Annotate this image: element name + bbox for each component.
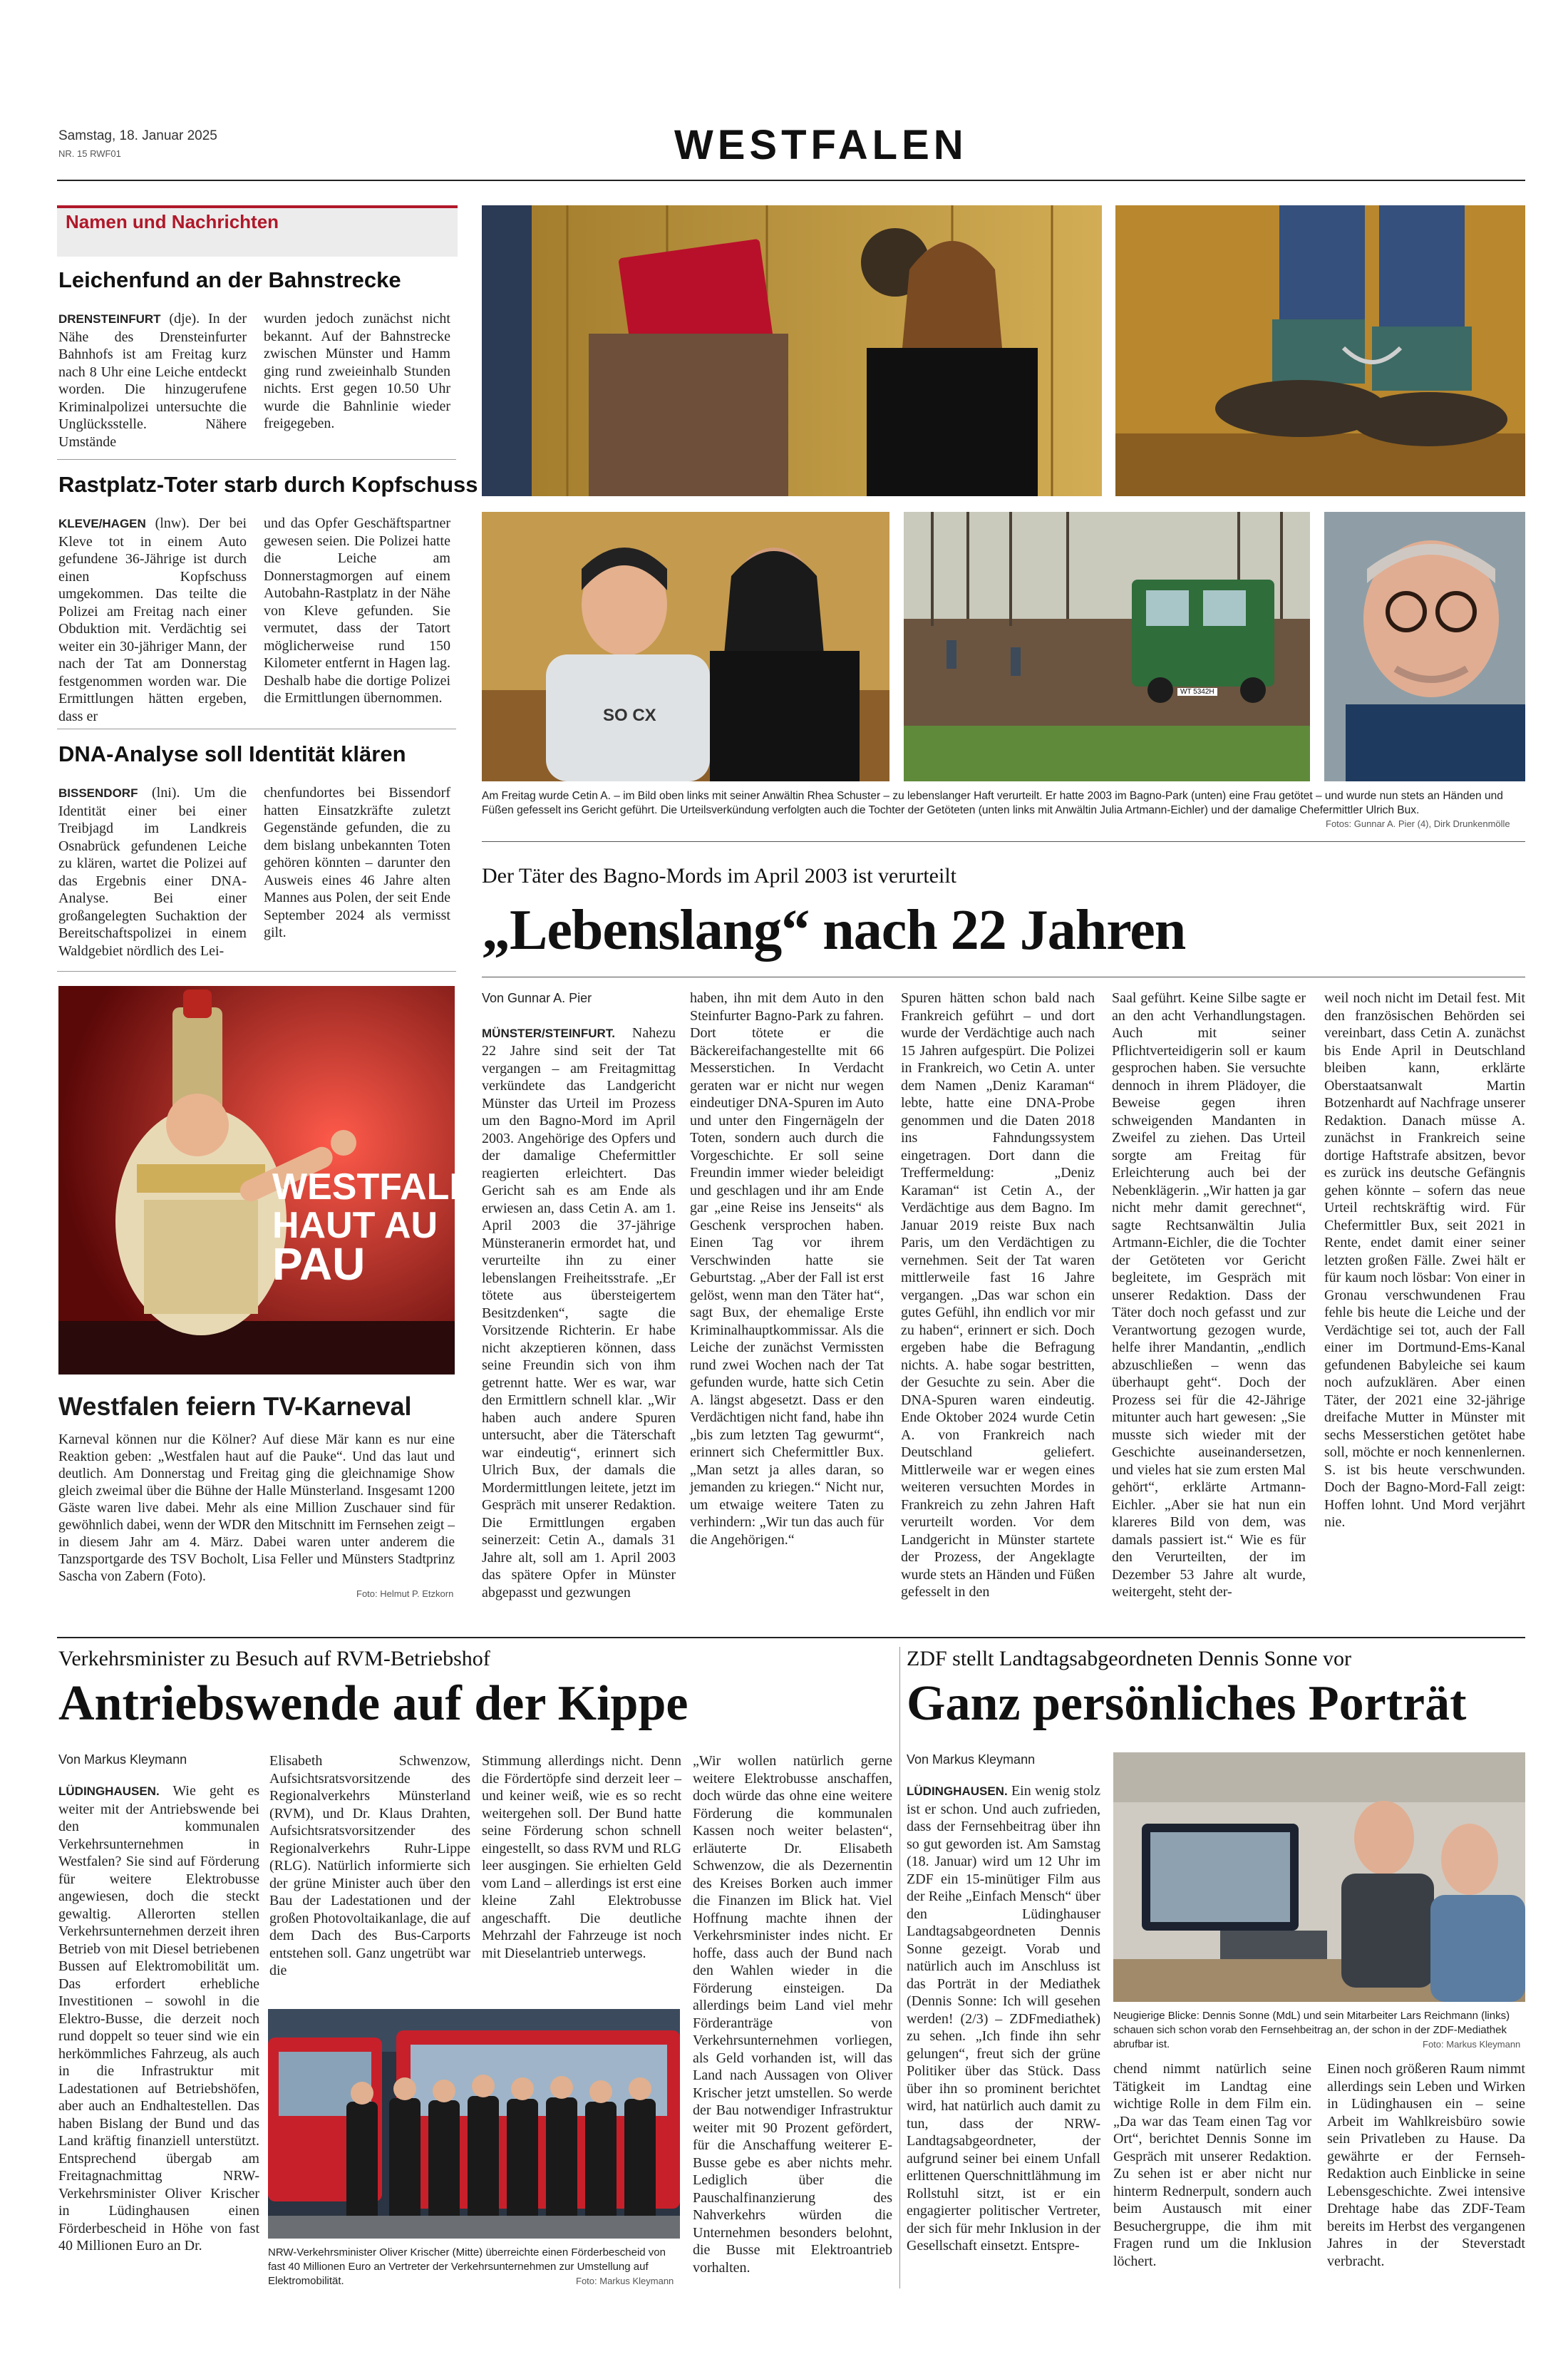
masthead-date: Samstag, 18. Januar 2025 xyxy=(58,128,217,143)
lead-headline: „Lebenslang“ nach 22 Jahren xyxy=(482,899,1186,962)
brief1-text1: In der Nähe des Drensteinfurter Bahnhofs ist am Freitag kurz nach 8 Uhr eine Leiche entdeckt worden. Die hinzugerufene Kriminalpolizei untersuchte die Unglücksstelle. Nähere Umstände xyxy=(58,311,247,450)
portrait-caption: Neugierige Blicke: Dennis Sonne (MdL) und sein Mitarbeiter Lars Reichmann (links) schauen sich schon vorab den Fernsehbeitrag an, der schon in der ZDF-Mediathek abrufbar ist. xyxy=(1113,2010,1510,2050)
portrait-text1: Ein wenig stolz ist er schon. Und auch zufrieden, dass der Fernsehbeitrag über ihn so gut geworden ist. Am Samstag (18. Januar) wird um 12 Uhr im ZDF ein 15-minütiger Film aus der Reihe „Einfach Mensch“ über den Lüdinghauser Landtagsabgeordneten Dennis Sonne gezeigt. Vorab und natürlich auch im Anschluss ist das Porträt in der Mediathek (Dennis Sonne: Ich will gesehen werden! (2/3) – ZDFmediathek) zu sehen. „Ich finde ihn sehr gelungen“, freut sich der grüne Politiker über das Stück. Dass über ihn so prominent berichtet wird, hat natürlich auch damit zu tun, dass der NRW-Landtagsabgeordneter, der aufgrund seiner bei einem Unfall erlittenen Querschnittlähmung im Rollstuhl sitzt, ist er ein engagierter politischer Vertreter, der sich für mehr Inklusion in der Gesellschaft einsetzt. Entspre- xyxy=(907,1783,1100,2254)
shackles-photo-art xyxy=(1115,205,1525,496)
lead-col-2: haben, ihn mit dem Auto in den Steinfurter Bagno-Park zu fahren. Dort tötete er die Bäckereifachangestellte mit 66 Messerstichen. In Verdacht geraten war er nicht nur wegen eindeutiger DNA-Spuren im Auto und unter den Fingernägeln der Toten, sondern auch durch die Vorgeschichte. Er soll seine Freundin immer wieder beleidigt und geschlagen und ihr am Ende gar „eine Reise ins Jenseits“ als Geschenk versprochen haben. Einen Tag vor ihrem Verschwinden hatte sie Geburtstag. „Aber der Fall ist erst gelöst, wenn man den Täter hat“, sagt Bux, der ehemalige Erste Kriminalhauptkommissar. Als die Leiche der zunächst Vermissten rund zwei Wochen nach der Tat gefunden wurde, hatte sich Cetin A. längst abgesetzt. Dass er den Verdächtigen nicht fand, habe ihn „bis zum letzten Tag gewurmt“, erinnert sich Chefermittler Bux. „Man setzt ja alles daran, so jemanden zu kriegen.“ Nicht nur, um etwaige weitere Taten zu verhindern: „Wir tun das auch für die Angehörigen.“ xyxy=(690,990,884,1548)
brief2-source: (lnw). xyxy=(145,515,190,531)
brief2-col1 xyxy=(58,515,247,725)
karneval-photo xyxy=(58,986,501,1375)
karneval-stage-text xyxy=(272,1166,501,1290)
court-photo-defendant xyxy=(482,205,1102,496)
brief1-col2: wurden jedoch zunächst nicht bekannt. Auf der Bahnstrecke zwischen Münster und Hamm ging rund zweieinhalb Stunden nichts. Erst gegen 10.50 Uhr wurde die Bahnlinie wieder freigegeben. xyxy=(264,311,450,431)
lead-kicker: Der Täter des Bagno-Mords im April 2003 ist verurteilt xyxy=(482,864,956,888)
lead-col-3: Spuren hätten schon bald nach Frankreich geführt – und dort wurde der Verdächtige auch nach 15 Jahren aufgespürt. Die Polizei in Frankreich, wo Cetin A. unter dem Namen „Deniz Karaman“ lebte, hatte eine DNA-Probe genommen und die Daten 2018 ins Fahndungssystem eingetragen. Dort dann die Treffermeldung: „Deniz Karaman“ ist Cetin A., der Verdächtige aus dem Bagno. Im Januar 2019 reiste Bux nach Paris, um den Verdächtigen zu vernehmen. Seit der Tat waren mittlerweile fast 16 Jahre vergangen. „Das war schon ein gutes Gefühl, ihn endlich vor mir zu haben“, erinnert er sich. Doch ergeben habe die Befragung nichts. A. habe sogar bestritten, der Gesuchte zu sein. Aber die DNA-Spuren waren eindeutig. Ende Oktober 2024 wurde Cetin A. von Frankreich nach Deutschland geliefert. Mittlerweile war er wegen eines weiteren versuchten Mordes in Frankreich zu zehn Jahren Haft verurteilt worden. Vor dem Landgericht in Münster startete der Prozess, der Angeklagte wurde stets an Händen und Füßen gefesselt in den xyxy=(901,990,1095,1600)
lead-photo-credit: Fotos: Gunnar A. Pier (4), Dirk Drunkenmölle xyxy=(1326,818,1510,829)
brief2-text1: Der bei Kleve tot in einem Auto gefundene 36-Jährige ist durch einen Kopfschuss umgekommen. Das teilte die Polizei am Freitag nach einer Obduktion mit. Verdächtig sei weiter ein 30-jähriger Mann, der nach der Tat am Donnerstag festgenommen worden war. Die Ermittlungen hätten ergeben, dass er xyxy=(58,515,247,724)
bux-photo xyxy=(1324,512,1525,781)
lead-col-5: weil noch nicht im Detail fest. Mit den französischen Behörden sei vereinbart, dass Cetin A. zunächst bis Ende April in Deutschland bleiben kann, erklärte Oberstaatsanwalt Martin Botzenhardt auf Nachfrage unserer Redaktion. Danach müsse A. zunächst in Frankreich seine dortige Haftstrafe absitzen, bevor es zurück ins deutsche Gefängnis gehen könnte – sofern das neue Urteil rechtskräftig wird. Für Chefermittler Bux, seit 2021 in Rente, endet damit einer seiner letzten großen Fälle. Zwei hält er für kaum noch lösbar: Von einer in Gronau verschwundenen Frau fehle bis heute die Leiche und der Verdächtige sei tot, auch der Fall einer im Dortmund-Ems-Kanal gefundenen Babyleiche sei kaum noch aufzuklären. Aber einen Täter, der 2021 eine 32-jährige dreifache Mutter in Münster mit sechs Messerstichen getötet habe soll, möchte er noch kennenlernen. S. ist bis heute verschwunden. Doch der Bagno-Mord-Fall zeigt: Hoffen lohnt. Und Mord verjährt nie. xyxy=(1324,990,1525,1530)
brief3-col2: chenfundortes bei Bissendorf hatten Einsatzkräfte zuletzt Gegenstände gefunden, die zu dem bislang unbekannten Toten gehören könnten – darunter den Ausweis eines 46 Jahre alten Mannes aus Polen, der seit Ende September 2024 als vermisst gilt. xyxy=(264,785,450,940)
section-label: Namen und Nachrichten xyxy=(66,211,279,232)
stage-text-line: PAU xyxy=(272,1238,366,1290)
bux-photo-art xyxy=(1324,512,1525,781)
brief1-dateline: DRENSTEINFURT xyxy=(58,312,161,326)
karneval-headline: Westfalen feiern TV-Karneval xyxy=(58,1392,412,1421)
masthead-rule xyxy=(57,180,1525,181)
bus-photo xyxy=(268,2009,680,2239)
lead-text1: Nahezu 22 Jahre sind seit der Tat vergangen – am Freitagmittag verkündete das Landgericht Münster das Urteil im Prozess um den Bagno-Mord im April 2003. Angehörige des Opfers und der damalige Chefermittler reagierten erleichtert. Das Gericht sah es am Ende als erwiesen an, dass Cetin A. am 1. April 2003 die 37-jährige Münsteranerin ermordet hat, und verurteilte ihn zu einer lebenslangen Freiheitsstrafe. „Er tötete aus übersteigertem Besitzdenken“, sagte die Vorsitzende Richterin. Er habe nicht akzeptieren können, dass seine Freundin sich von ihm getrennt hatte. Wer es war, war den Ermittlern schnell klar. „Wir haben auch andere Spuren untersucht, aber die Täterschaft war eindeutig“, erinnert sich Ulrich Bux, der damals die Mordermittlungen leitete, jetzt im Gespräch mit unserer Redaktion. Die Ermittlungen ergaben seinerzeit: Cetin A., damals 31 Jahre alt, soll am 1. April 2003 das spätere Opfer in Münster abgepasst und gezwungen xyxy=(482,1024,676,1600)
lead-byline: Von Gunnar A. Pier xyxy=(482,991,592,1005)
brief1-source: (dje). xyxy=(160,311,200,327)
portrait-dateline: LÜDINGHAUSEN. xyxy=(907,1784,1008,1798)
lead-dateline: MÜNSTER/STEINFURT. xyxy=(482,1026,615,1040)
karneval-body: Karneval können nur die Kölner? Auf diese Mär kann es nur eine Reaktion geben: „Westfalen haut auf die Pauke“. Und das laut und deutlich. Am Donnerstag und Freitag ging die gleichnamige Show gleich zweimal über die Bühne der Halle Münsterland. Insgesamt 1200 Gäste waren live dabei. Mehr als eine Million Zuschauer sind für gewöhnlich dabei, wenn der WDR den Mitschnitt im Fernsehen zeigt – in diesem Jahr am 4. März. Dabei waren unter anderem die Tanzsportgarde des TSV Bocholt, Lisa Feller und Münsters Stadtprinz Sascha von Zabern (Foto). xyxy=(58,1432,455,1584)
daughter-photo-art xyxy=(482,512,889,781)
divider xyxy=(57,971,456,972)
brief1-headline: Leichenfund an der Bahnstrecke xyxy=(58,267,401,292)
antrieb-col-1 xyxy=(58,1782,259,2255)
license-plate: WT 5342H xyxy=(1177,688,1217,696)
portrait-headline: Ganz persönliches Porträt xyxy=(907,1676,1467,1731)
brief2-col2: und das Opfer Geschäftspartner gewesen seien. Die Polizei hatte die Leiche am Donnerstagmorgen auf einem Autobahn-Rastplatz in der Nähe von Kleve gefunden. Sie vermutet, dass der Tatort möglicherweise rund 150 Kilometer entfernt in Hagen lag. Deshalb habe die dortige Polizei die Ermittlungen übernommen. xyxy=(264,515,450,706)
portrait-col-2: chend nimmt natürlich seine Tätigkeit im Landtag eine wichtige Rolle in dem Film ein. „Da war das Team einen Tag vor Ort“, berichtet Dennis Sonne im Gespräch mit unserer Redaktion. Zu sehen ist er aber nicht nur hinterm Rednerpult, sondern auch beim Austausch mit einer Besuchergruppe, die ihm mit Fragen rund um die Inklusion löchert. xyxy=(1113,2061,1311,2269)
portrait-kicker: ZDF stellt Landtagsabgeordneten Dennis Sonne vor xyxy=(907,1647,1352,1670)
masthead-title: WESTFALEN xyxy=(674,122,968,168)
portrait-col-1 xyxy=(907,1782,1100,2255)
stage-text-line: HAUT AU xyxy=(272,1205,438,1246)
brief3-col1 xyxy=(58,784,247,960)
antrieb-col-4: „Wir wollen natürlich gerne weitere Elektrobusse anschaffen, doch würde das ohne eine weitere Förderung die kommunalen Kassen noch weiter belasten“, erläuterte Dr. Elisabeth Schwenzow, die als Dezernentin des Kreises Borken auch immer die Finanzen im Blick hat. Viel Hoffnung machte ihnen der Verkehrsminister indes nicht. Er hoffe, dass auch der Bund nach den Wahlen wieder in die Förderung einsteigen. Da allerdings beim Land viel mehr Förderanträge von Verkehrsunternehmen vorliegen, als Geld vorhanden ist, will das Land nach Aussagen von Oliver Krischer jetzt umstellen. So werde der Bau notwendiger Infrastruktur weiter mit 90 Prozent gefördert, für die Anschaffung weiterer E-Busse gebe es aber nichts mehr. Lediglich über die Pauschalfinanzierung des Nahverkehrs würden die Unternehmen besonders belohnt, die Busse mit Elektroantrieb vorhalten. xyxy=(693,1753,892,2276)
stage-text-line: WESTFALEN xyxy=(272,1166,501,1208)
antrieb-kicker: Verkehrsminister zu Besuch auf RVM-Betriebshof xyxy=(58,1647,490,1670)
sweater-print: SO CX xyxy=(603,706,656,725)
lead-col-1 xyxy=(482,990,676,1601)
court-photo-shackles xyxy=(1115,205,1525,496)
antrieb-text1: Wie geht es weiter mit der Antriebswende bei den kommunalen Verkehrsunternehmen in Westfalen? Sie sind auf Förderung für weitere Elektrobusse angewiesen, doch die steckt gewaltig. Allerorten stellen Verkehrsunternehmen derzeit ihren Betrieb von mit Diesel betriebenen Bussen auf Elektromobilität um. Das erfordert erhebliche Investitionen – sowohl in die Elektro-Busse, die derzeit noch rund doppelt so teuer sind wie ein herkömmliches Fahrzeug, als auch in die Infrastruktur mit Ladestationen auf Betriebshöfen, aber auch an Endhaltestellen. Das haben Bislang der Bund und das Land kräftig finanziell unterstützt. Entsprechend übergab am Freitagnachmittag NRW-Verkehrsminister Oliver Krischer in Lüdinghausen einen Förderbescheid in Höhe von fast 40 Millionen Euro an Dr. xyxy=(58,1783,259,2254)
brief3-text1: Um die Identität einer bei einer Treibjagd im Landkreis Osnabrück gefundenen Leiche zu klären, wartet die Polizei auf das Ergebnis einer DNA-Analyse. Bei einer großangelegten Suchaktion der Bereitschaftspolizei in einem Waldgebiet nördlich des Lei- xyxy=(58,785,247,959)
brief2-headline: Rastplatz-Toter starb durch Kopfschuss xyxy=(58,472,478,497)
portrait-credit: Foto: Markus Kleymann xyxy=(1423,2039,1521,2050)
portrait-byline: Von Markus Kleymann xyxy=(907,1752,1036,1767)
court-photo-daughter xyxy=(482,512,889,781)
portrait-col-3: Einen noch größeren Raum nimmt allerdings sein Leben und Wirken in Lüdinghausen ein – seine Arbeit im Wahlkreisbüro sowie sein Privatleben zu Hause. Da gewährte er der Fernseh-Redaktion auch Einblicke in seine Lebensgeschichte. Zwei intensive Drehtage habe das ZDF-Team bereits im Herbst des vergangenen Jahres in der Steverstadt verbracht. xyxy=(1327,2061,1525,2269)
brief3-headline: DNA-Analyse soll Identität klären xyxy=(58,741,406,766)
bagno-park-photo xyxy=(904,512,1310,781)
section-rule xyxy=(57,1637,1525,1638)
antrieb-dateline: LÜDINGHAUSEN. xyxy=(58,1784,160,1798)
brief2-dateline: KLEVE/HAGEN xyxy=(58,517,146,530)
brief3-dateline: BISSENDORF xyxy=(58,786,138,800)
bus-caption: NRW-Verkehrsminister Oliver Krischer (Mitte) überreichte einen Förderbescheid von fast 40 Millionen Euro an Vertreter der Verkehrsunternehmen zur Umstellung auf Elektromobilität. xyxy=(268,2246,666,2287)
antrieb-headline: Antriebswende auf der Kippe xyxy=(58,1676,688,1731)
antrieb-col-2: Elisabeth Schwenzow, Aufsichtsratsvorsitzende des Regionalverkehrs Münsterland (RVM), und Dr. Klaus Drahten, Aufsichtsratsvorsitzender des Regionalverkehrs Ruhr-Lippe (RLG). Natürlich informierte sich der grüne Minister auch über den Bau der Ladestationen und der großen Photovoltaikanlage, die auf dem Dach des Bus-Carports entstehen soll. Ganz ungetrübt war die xyxy=(269,1753,470,1978)
court-photo-art xyxy=(482,205,1102,496)
karneval-credit: Foto: Helmut P. Etzkorn xyxy=(356,1588,454,1599)
lead-photo-caption: Am Freitag wurde Cetin A. – im Bild oben links mit seiner Anwältin Rhea Schuster – zu lebenslanger Haft verurteilt. Er hatte 2003 im Bagno-Park (unten) eine Frau getötet – und wurde nun stets an Händen und Füßen gefesselt ins Gericht geführt. Die Urteilsverkündung verfolgten auch die Tochter der Getöteten (unten links mit Anwältin Julia Artmann-Eichler) und der damalige Chefermittler Ulrich Bux. xyxy=(482,790,1503,816)
divider xyxy=(482,841,1525,842)
column-divider xyxy=(899,1647,900,2288)
portrait-photo xyxy=(1113,1752,1525,2002)
brief1-col1 xyxy=(58,310,247,451)
antrieb-byline: Von Markus Kleymann xyxy=(58,1752,187,1767)
divider xyxy=(57,459,456,460)
brief3-source: (lni). xyxy=(138,785,180,801)
lead-col-4: Saal geführt. Keine Silbe sagte er an den acht Verhandlungstagen. Auch mit seiner Pflichtverteidigerin soll er kaum gesprochen haben. Sie versuchte dennoch in ihrem Plädoyer, die Beweise gegen ihren schweigenden Mandanten in Zweifel zu ziehen. Das Urteil sorgte am Freitag für Erleichterung auch bei der Nebenklägerin. „Wir hatten ja gar nicht mehr damit gerechnet“, sagte Rechtsanwältin Julia Artmann-Eichler, die die Tochter der Getöteten vor Gericht begleitete, im Gespräch mit unserer Redaktion. Dass der Täter doch noch gefasst und zur Verantwortung gezogen wurde, helfe ihrer Mandantin, „endlich abzuschließen – wenn das überhaupt geht“. Doch der Prozess sei für die 42-Jährige mitunter auch hart gewesen: „Sie musste sich wieder mit der Geschichte auseinandersetzen, und vieles hat sie zum ersten Mal gehört“, erklärte Artmann-Eichler. „Aber sie hat nun ein klareres Bild von dem, was damals passiert ist.“ Wie es für den Verurteilten, der im Dezember 53 Jahre alt wurde, weitergeht, steht der- xyxy=(1112,990,1306,1600)
bus-photo-art xyxy=(268,2009,680,2239)
portrait-photo-art xyxy=(1113,1752,1525,2002)
masthead-issue: NR. 15 RWF01 xyxy=(58,148,121,159)
bus-credit: Foto: Markus Kleymann xyxy=(576,2276,674,2286)
park-photo-art xyxy=(904,512,1310,781)
antrieb-col-3: Stimmung allerdings nicht. Denn die Fördertöpfe sind derzeit leer – und keiner weiß, wie es so recht weitergehen soll. Der Bund hatte seine Förderung schon schnell eingestellt, so dass RVM und RLG leer ausgingen. Sie erhielten Geld vom Land – allerdings ist erst eine kleine Zahl Elektrobusse angeschafft. Die deutliche Mehrzahl der Fahrzeuge ist noch mit Dieselantrieb unterwegs. xyxy=(482,1753,681,1961)
